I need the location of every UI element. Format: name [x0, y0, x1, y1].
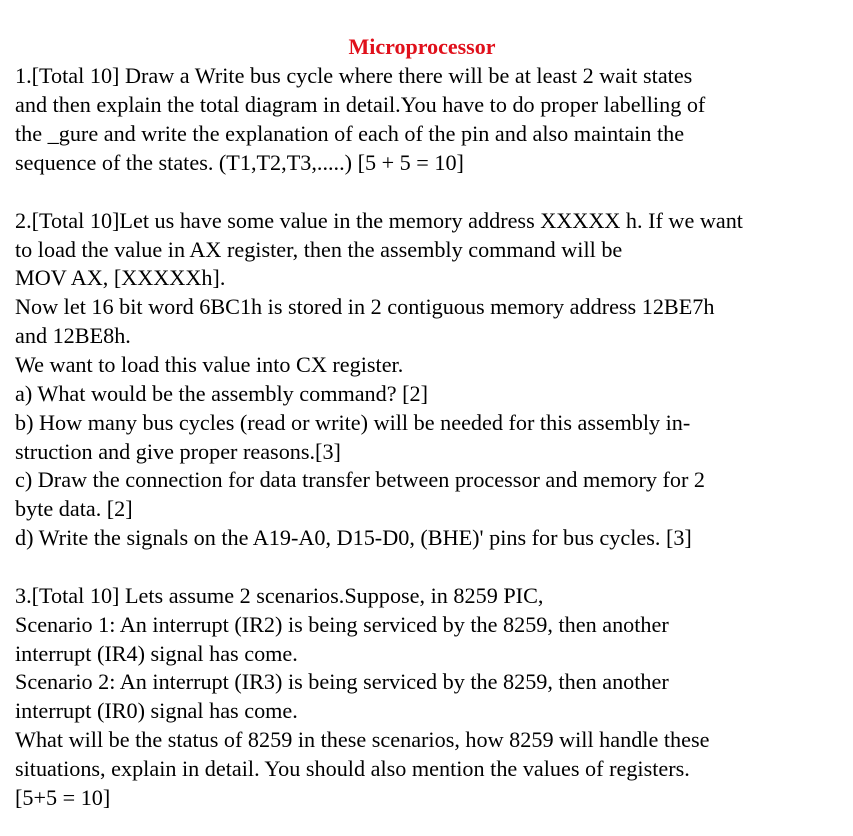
document-title: Microprocessor [348, 34, 496, 59]
question-2-part-b-cont: struction and give proper reasons.[3] [15, 439, 341, 464]
question-2-line: to load the value in AX register, then the assembly command will be [15, 237, 623, 262]
question-2-part-c: c) Draw the connection for data transfer between processor and memory for 2 [15, 467, 705, 492]
question-1-line: the _gure and write the explanation of each of the pin and also maintain the [15, 121, 685, 146]
question-3-scenario-2: Scenario 2: An interrupt (IR3) is being serviced by the 8259, then another [15, 669, 669, 694]
question-2-line: and 12BE8h. [15, 323, 131, 348]
question-3-marks: [5+5 = 10] [15, 785, 111, 810]
question-3-scenario-2-cont: interrupt (IR0) signal has come. [15, 698, 298, 723]
question-3-scenario-1-cont: interrupt (IR4) signal has come. [15, 641, 298, 666]
question-1-line: sequence of the states. (T1,T2,T3,.....) [5 + 5 = 10] [15, 150, 464, 175]
question-2-line: We want to load this value into CX register. [15, 352, 404, 377]
question-3-scenario-1: Scenario 1: An interrupt (IR2) is being serviced by the 8259, then another [15, 612, 669, 637]
question-3-line: 3.[Total 10] Lets assume 2 scenarios.Suppose, in 8259 PIC, [15, 583, 544, 608]
question-1-line: and then explain the total diagram in detail.You have to do proper labelling of [15, 92, 706, 117]
question-3-line: What will be the status of 8259 in these scenarios, how 8259 will handle these [15, 727, 710, 752]
question-2-line: MOV AX, [XXXXXh]. [15, 265, 226, 290]
question-2-part-a: a) What would be the assembly command? [2] [15, 381, 429, 406]
question-2-part-d: d) Write the signals on the A19-A0, D15-D0, (BHE)' pins for bus cycles. [3] [15, 525, 692, 550]
question-2-line: 2.[Total 10]Let us have some value in the memory address XXXXX h. If we want [15, 208, 743, 233]
question-3-line: situations, explain in detail. You should also mention the values of registers. [15, 756, 690, 781]
question-2-line: Now let 16 bit word 6BC1h is stored in 2 contiguous memory address 12BE7h [15, 294, 715, 319]
question-2-part-b: b) How many bus cycles (read or write) will be needed for this assembly in- [15, 410, 691, 435]
question-2-part-c-cont: byte data. [2] [15, 496, 133, 521]
question-1-line: 1.[Total 10] Draw a Write bus cycle where there will be at least 2 wait states [15, 63, 693, 88]
